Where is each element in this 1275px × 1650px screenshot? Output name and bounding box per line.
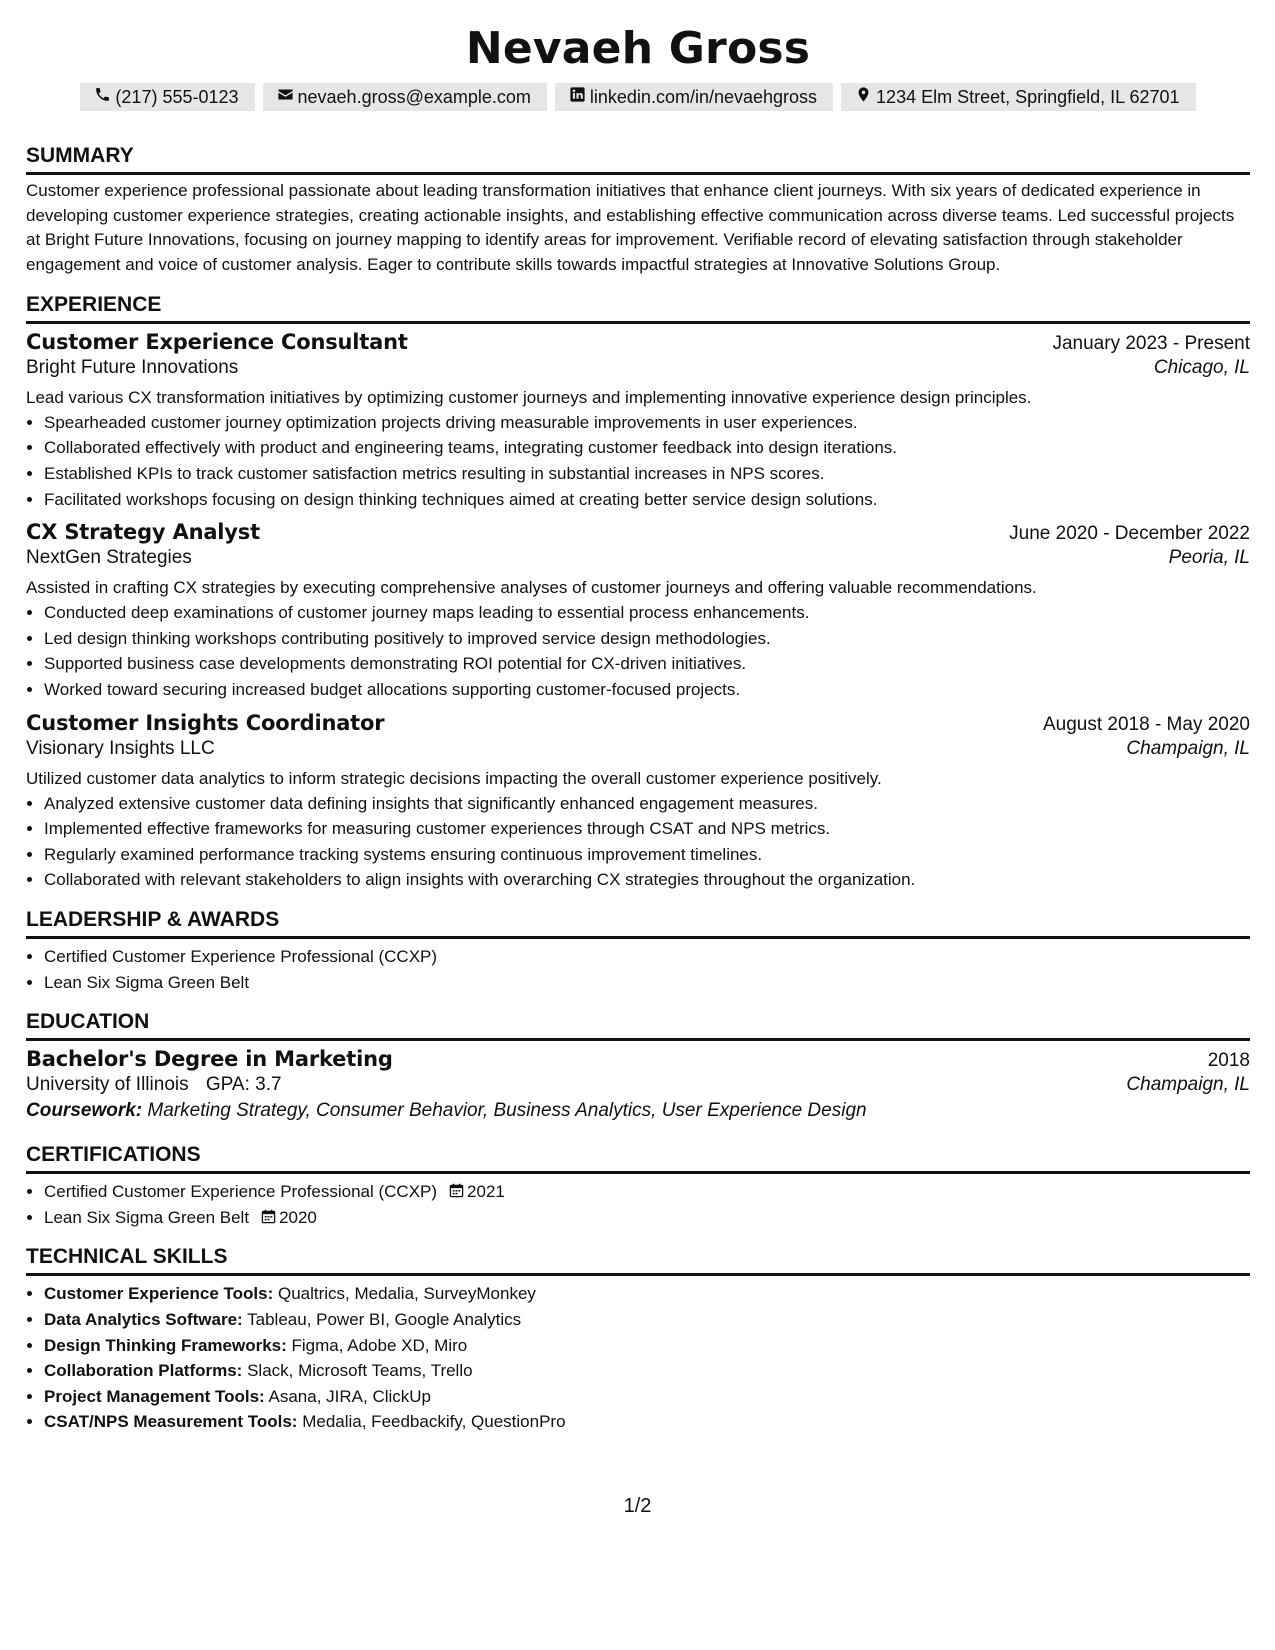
list-item	[44, 1358, 1250, 1384]
certification-year: 2021	[467, 1182, 505, 1202]
list-item: • Certified Customer Experience Professional (CCXP)	[44, 944, 1250, 970]
skill-category: Customer Experience Tools:	[44, 1284, 274, 1304]
section-title-experience: EXPERIENCE	[26, 292, 1250, 324]
job-location: Peoria, IL	[1168, 547, 1250, 569]
job-company: NextGen Strategies	[26, 547, 192, 569]
list-item: • Lean Six Sigma Green Belt	[44, 970, 1250, 996]
list-item: • Implemented effective frameworks for measuring customer experiences through CSAT and NPS metrics.	[44, 816, 1250, 842]
job-description: Lead various CX transformation initiatives by optimizing customer journeys and implementing innovative experience design principles.	[26, 387, 1032, 407]
job-dates: June 2020 - December 2022	[1009, 523, 1250, 545]
list-item: • Supported business case developments demonstrating ROI potential for CX-driven initiatives.	[44, 651, 1250, 677]
skills-list	[26, 1281, 1250, 1435]
summary-section	[26, 143, 1250, 278]
section-title-certifications: CERTIFICATIONS	[26, 1142, 1250, 1174]
phone-chip[interactable]	[80, 83, 254, 111]
list-item	[44, 1384, 1250, 1410]
list-item: • Facilitated workshops focusing on design thinking techniques aimed at creating better service design solutions.	[44, 487, 1250, 513]
job-description: Utilized customer data analytics to inform strategic decisions impacting the overall customer experience positively.	[26, 768, 882, 788]
coursework-label: Coursework:	[26, 1100, 143, 1122]
leadership-section	[26, 907, 1250, 995]
phone-text: (217) 555-0123	[115, 87, 239, 107]
job-title: Customer Experience Consultant	[26, 329, 408, 354]
linkedin-chip[interactable]	[555, 83, 833, 111]
list-item: • Analyzed extensive customer data defining insights that significantly enhanced engagement measures.	[44, 791, 1250, 817]
page-indicator: 1/2	[623, 1495, 652, 1517]
list-item	[44, 1205, 1250, 1231]
candidate-name: Nevaeh Gross	[465, 23, 811, 74]
certifications-list	[26, 1179, 1250, 1230]
skill-values: Medalia, Feedbackify, QuestionPro	[302, 1412, 566, 1432]
certification-name: Certified Customer Experience Professional (CCXP)	[44, 1182, 438, 1202]
job-bullets	[26, 410, 1250, 512]
job-dates: August 2018 - May 2020	[1042, 713, 1250, 735]
summary-text: Customer experience professional passionate about leading transformation initiatives that enhance client journeys. With six years of dedicated experience in developing customer experience strategies, creating actionable insights, and establishing effective communication across diverse teams. Led successful projects at Bright Future Innovations, focusing on journey mapping to identify areas for improvement. Verifiable record of elevating satisfaction through stakeholder engagement and voice of customer analysis. Eager to contribute skills towards impactful strategies at Innovative Solutions Group.	[26, 181, 1235, 275]
job-location: Champaign, IL	[1126, 737, 1250, 759]
skill-values: Slack, Microsoft Teams, Trello	[247, 1361, 473, 1381]
graduation-year: 2018	[1207, 1050, 1250, 1072]
job-company: Visionary Insights LLC	[26, 737, 215, 759]
linkedin-text: linkedin.com/in/nevaehgross	[589, 87, 818, 107]
contact-bar	[26, 83, 1250, 111]
coursework-list: Marketing Strategy, Consumer Behavior, Business Analytics, User Experience Design	[147, 1100, 867, 1122]
list-item: • Conducted deep examinations of customer journey maps leading to essential process enhancements.	[44, 600, 1250, 626]
list-item	[44, 1409, 1250, 1435]
address-chip	[841, 83, 1196, 111]
job-location: Chicago, IL	[1153, 356, 1250, 378]
list-item: • Led design thinking workshops contributing positively to improved service design methodologies.	[44, 626, 1250, 652]
skill-values: Asana, JIRA, ClickUp	[268, 1386, 432, 1406]
skill-values: Qualtrics, Medalia, SurveyMonkey	[277, 1284, 536, 1304]
school-location: Champaign, IL	[1126, 1074, 1250, 1096]
degree-title: Bachelor's Degree in Marketing	[26, 1047, 393, 1072]
skills-section	[26, 1244, 1250, 1435]
skill-category: CSAT/NPS Measurement Tools:	[44, 1412, 298, 1432]
leadership-list	[26, 944, 1250, 995]
school-name: University of Illinois	[26, 1074, 189, 1096]
resume-page	[26, 18, 1250, 1435]
job-description: Assisted in crafting CX strategies by executing comprehensive analyses of customer journeys and offering valuable recommendations.	[26, 578, 1037, 598]
certification-year: 2020	[279, 1207, 317, 1227]
section-title-leadership: LEADERSHIP & AWARDS	[26, 907, 1250, 939]
list-item	[44, 1307, 1250, 1333]
job-dates: January 2023 - Present	[1052, 332, 1250, 354]
job-entry	[26, 330, 1250, 512]
experience-section	[26, 292, 1250, 893]
list-item: • Collaborated with relevant stakeholders to align insights with overarching CX strategies throughout the organization.	[44, 867, 1250, 893]
job-bullets	[26, 791, 1250, 893]
list-item: • Collaborated effectively with product and engineering teams, integrating customer feedback into design iterations.	[44, 435, 1250, 461]
skill-category: Data Analytics Software:	[44, 1309, 243, 1329]
list-item: • Established KPIs to track customer satisfaction metrics resulting in substantial increases in NPS scores.	[44, 461, 1250, 487]
skill-category: Project Management Tools:	[44, 1386, 265, 1406]
list-item: • Worked toward securing increased budget allocations supporting customer-focused projects.	[44, 677, 1250, 703]
certification-name: Lean Six Sigma Green Belt	[44, 1207, 250, 1227]
list-item	[44, 1281, 1250, 1307]
job-entry	[26, 711, 1250, 893]
job-title: CX Strategy Analyst	[26, 520, 260, 545]
email-chip[interactable]	[263, 83, 547, 111]
linkedin-icon	[569, 84, 586, 110]
email-text: nevaeh.gross@example.com	[297, 87, 531, 107]
calendar-icon	[261, 1209, 276, 1224]
list-item	[44, 1179, 1250, 1205]
address-text: 1234 Elm Street, Springfield, IL 62701	[876, 87, 1180, 107]
calendar-icon	[449, 1183, 464, 1198]
skill-category: Collaboration Platforms:	[44, 1361, 243, 1381]
job-title: Customer Insights Coordinator	[26, 710, 385, 735]
skill-values: Figma, Adobe XD, Miro	[291, 1335, 468, 1355]
education-section	[26, 1009, 1250, 1122]
job-company: Bright Future Innovations	[26, 356, 239, 378]
list-item: • Regularly examined performance tracking systems ensuring continuous improvement timelines.	[44, 842, 1250, 868]
coursework	[26, 1100, 1250, 1122]
map-pin-icon	[855, 84, 872, 110]
skill-values: Tableau, Power BI, Google Analytics	[247, 1309, 522, 1329]
phone-icon	[94, 84, 111, 110]
list-item	[44, 1333, 1250, 1359]
job-entry	[26, 520, 1250, 702]
skill-category: Design Thinking Frameworks:	[44, 1335, 287, 1355]
gpa: GPA: 3.7	[205, 1074, 282, 1096]
envelope-icon	[277, 84, 294, 110]
section-title-education: EDUCATION	[26, 1009, 1250, 1041]
list-item: • Spearheaded customer journey optimization projects driving measurable improvements in user experiences.	[44, 410, 1250, 436]
certifications-section	[26, 1142, 1250, 1230]
section-title-summary: SUMMARY	[26, 143, 1250, 175]
job-bullets	[26, 600, 1250, 702]
section-title-skills: TECHNICAL SKILLS	[26, 1244, 1250, 1276]
